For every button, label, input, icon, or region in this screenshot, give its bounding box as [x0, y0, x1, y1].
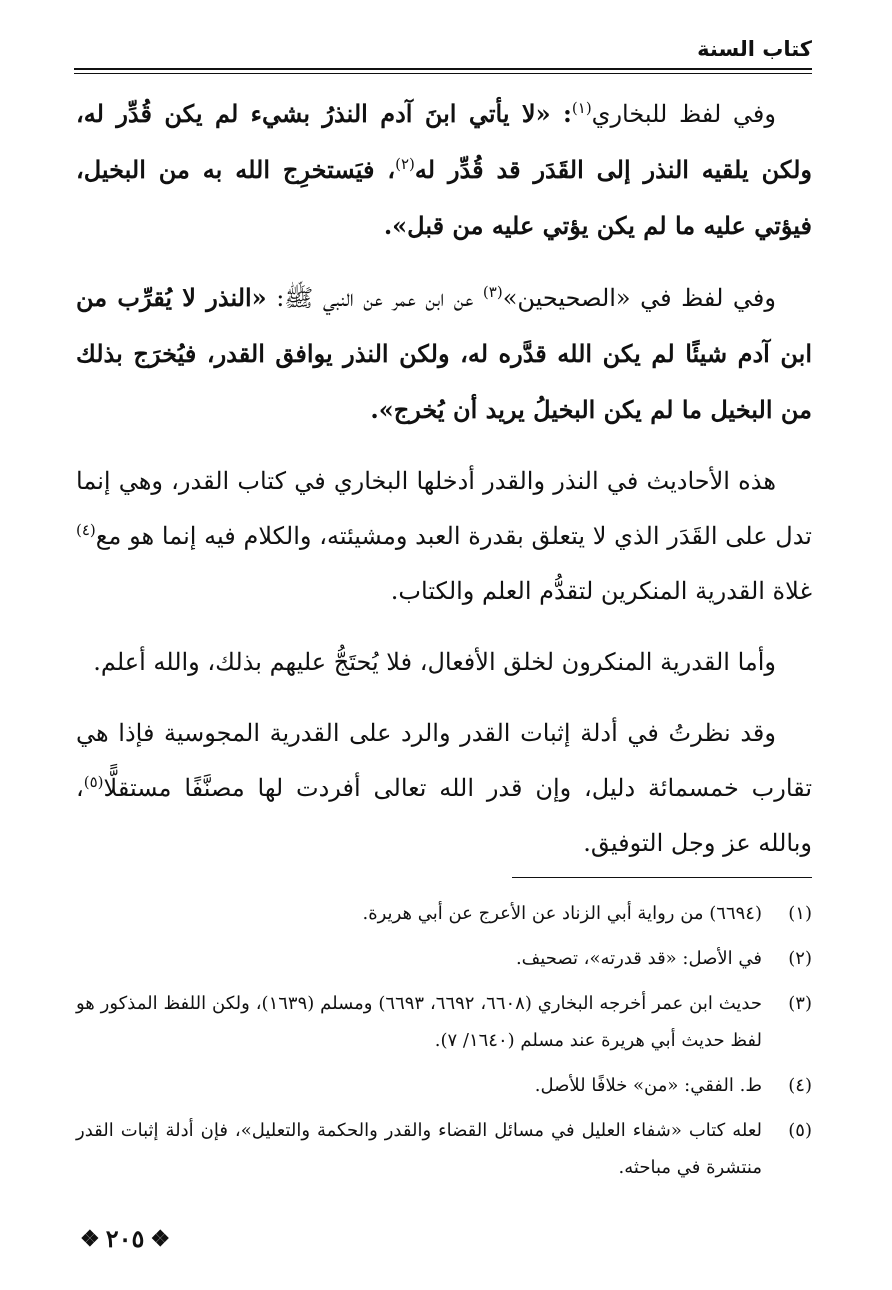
main-text [76, 86, 812, 887]
p5-text-end: ، وبالله عز وجل التوفيق. [76, 774, 812, 857]
p4-text: وأما القدرية المنكرون لخلق الأفعال، فلا يُحتَجُّ عليهم بذلك، والله أعلم. [93, 648, 776, 676]
p1-hadith-part2: ، فيَستخرِج الله به من البخيل، فيؤتي عليه ما لم يكن يؤتي عليه من قبل». [76, 155, 812, 240]
footnote-item [76, 985, 812, 1059]
p2-intro: وفي لفظ في «الصحيحين» [502, 284, 776, 312]
footnote-ref-5: (٥) [83, 773, 104, 791]
paragraph-4 [76, 635, 812, 690]
footnote-ref-1: (١) [571, 99, 592, 117]
footnote-ref-2: (٢) [395, 155, 415, 173]
p3-text: هذه الأحاديث في النذر والقدر أدخلها البخاري في كتاب القدر، وهي إنما تدل على القَدَر الذي لا يتعلق بقدرة العبد ومشيئته، والكلام فيه إنما هو مع [76, 467, 812, 550]
ornament-icon: ❖ [150, 1225, 171, 1252]
header-title: كتاب السنة [697, 37, 812, 61]
footnote-number: (٣) [788, 993, 812, 1014]
paragraph-1 [76, 86, 812, 254]
p2-hadith: «النذر لا يُقرِّب من ابن آدم شيئًا لم يكن الله قدَّره له، ولكن النذر يوافق القدر، فيُخرَج بذلك من البخيل ما لم يكن البخيلُ يريد أن يُخرج». [76, 283, 812, 424]
paragraph-3 [76, 454, 812, 619]
footnote-item [76, 1112, 812, 1186]
running-header [74, 34, 812, 64]
footnote-ref-3: (٣) [482, 283, 503, 301]
footnote-item [76, 1067, 812, 1104]
footnote-number: (١) [788, 903, 812, 924]
paragraph-2 [76, 270, 812, 438]
footnote-separator [512, 877, 812, 878]
p1-hadith-part1: : «لا يأتي ابنَ آدم النذرُ بشيء لم يكن قُدِّر له، ولكن يلقيه النذر إلى القَدَر قد قُدِّر له [76, 99, 812, 184]
p3-text-end: غلاة القدرية المنكرين لتقدُّم العلم والكتاب. [390, 577, 812, 605]
footnote-number: (٤) [788, 1075, 812, 1096]
p1-intro: وفي لفظ للبخاري [591, 100, 776, 128]
p2-chain: عن ابن عمر عن النبي ﷺ: [266, 284, 483, 312]
footnote-item [76, 895, 812, 932]
page-number: ٢٠٥ [105, 1224, 145, 1253]
p5-text: وقد نظرتُ في أدلة إثبات القدر والرد على القدرية المجوسية فإذا هي تقارب خمسمائة دليل، وإن قدر الله تعالى أفردت لها مصنَّفًا مستقلًّا [76, 719, 812, 802]
footnotes [76, 895, 812, 1194]
page-number-block [80, 1224, 170, 1253]
ornament-icon: ❖ [80, 1225, 100, 1252]
footnote-text: حديث ابن عمر أخرجه البخاري (٦٦٠٨، ٦٦٩٢، ٦٦٩٣) ومسلم (١٦٣٩)، ولكن اللفظ المذكور هو لفظ حديث أبي هريرة عند مسلم (١٦٤٠/ ٧). [76, 993, 763, 1051]
footnote-number: (٥) [788, 1120, 812, 1141]
footnote-text: ط. الفقي: «من» خلافًا للأصل. [534, 1075, 762, 1096]
footnote-text: لعله كتاب «شفاء العليل في مسائل القضاء والقدر والحكمة والتعليل»، فإن أدلة إثبات القدر منتشرة في مباحثه. [76, 1120, 762, 1178]
footnote-text: (٦٦٩٤) من رواية أبي الزناد عن الأعرج عن أبي هريرة. [362, 903, 762, 924]
footnote-item [76, 940, 812, 977]
footnote-text: في الأصل: «قد قدرته»، تصحيف. [515, 948, 762, 969]
footnote-number: (٢) [788, 948, 812, 969]
footnote-ref-4: (٤) [76, 521, 96, 539]
header-rule-thick [74, 68, 812, 70]
header-rule-thin [74, 73, 812, 74]
paragraph-5 [76, 706, 812, 871]
